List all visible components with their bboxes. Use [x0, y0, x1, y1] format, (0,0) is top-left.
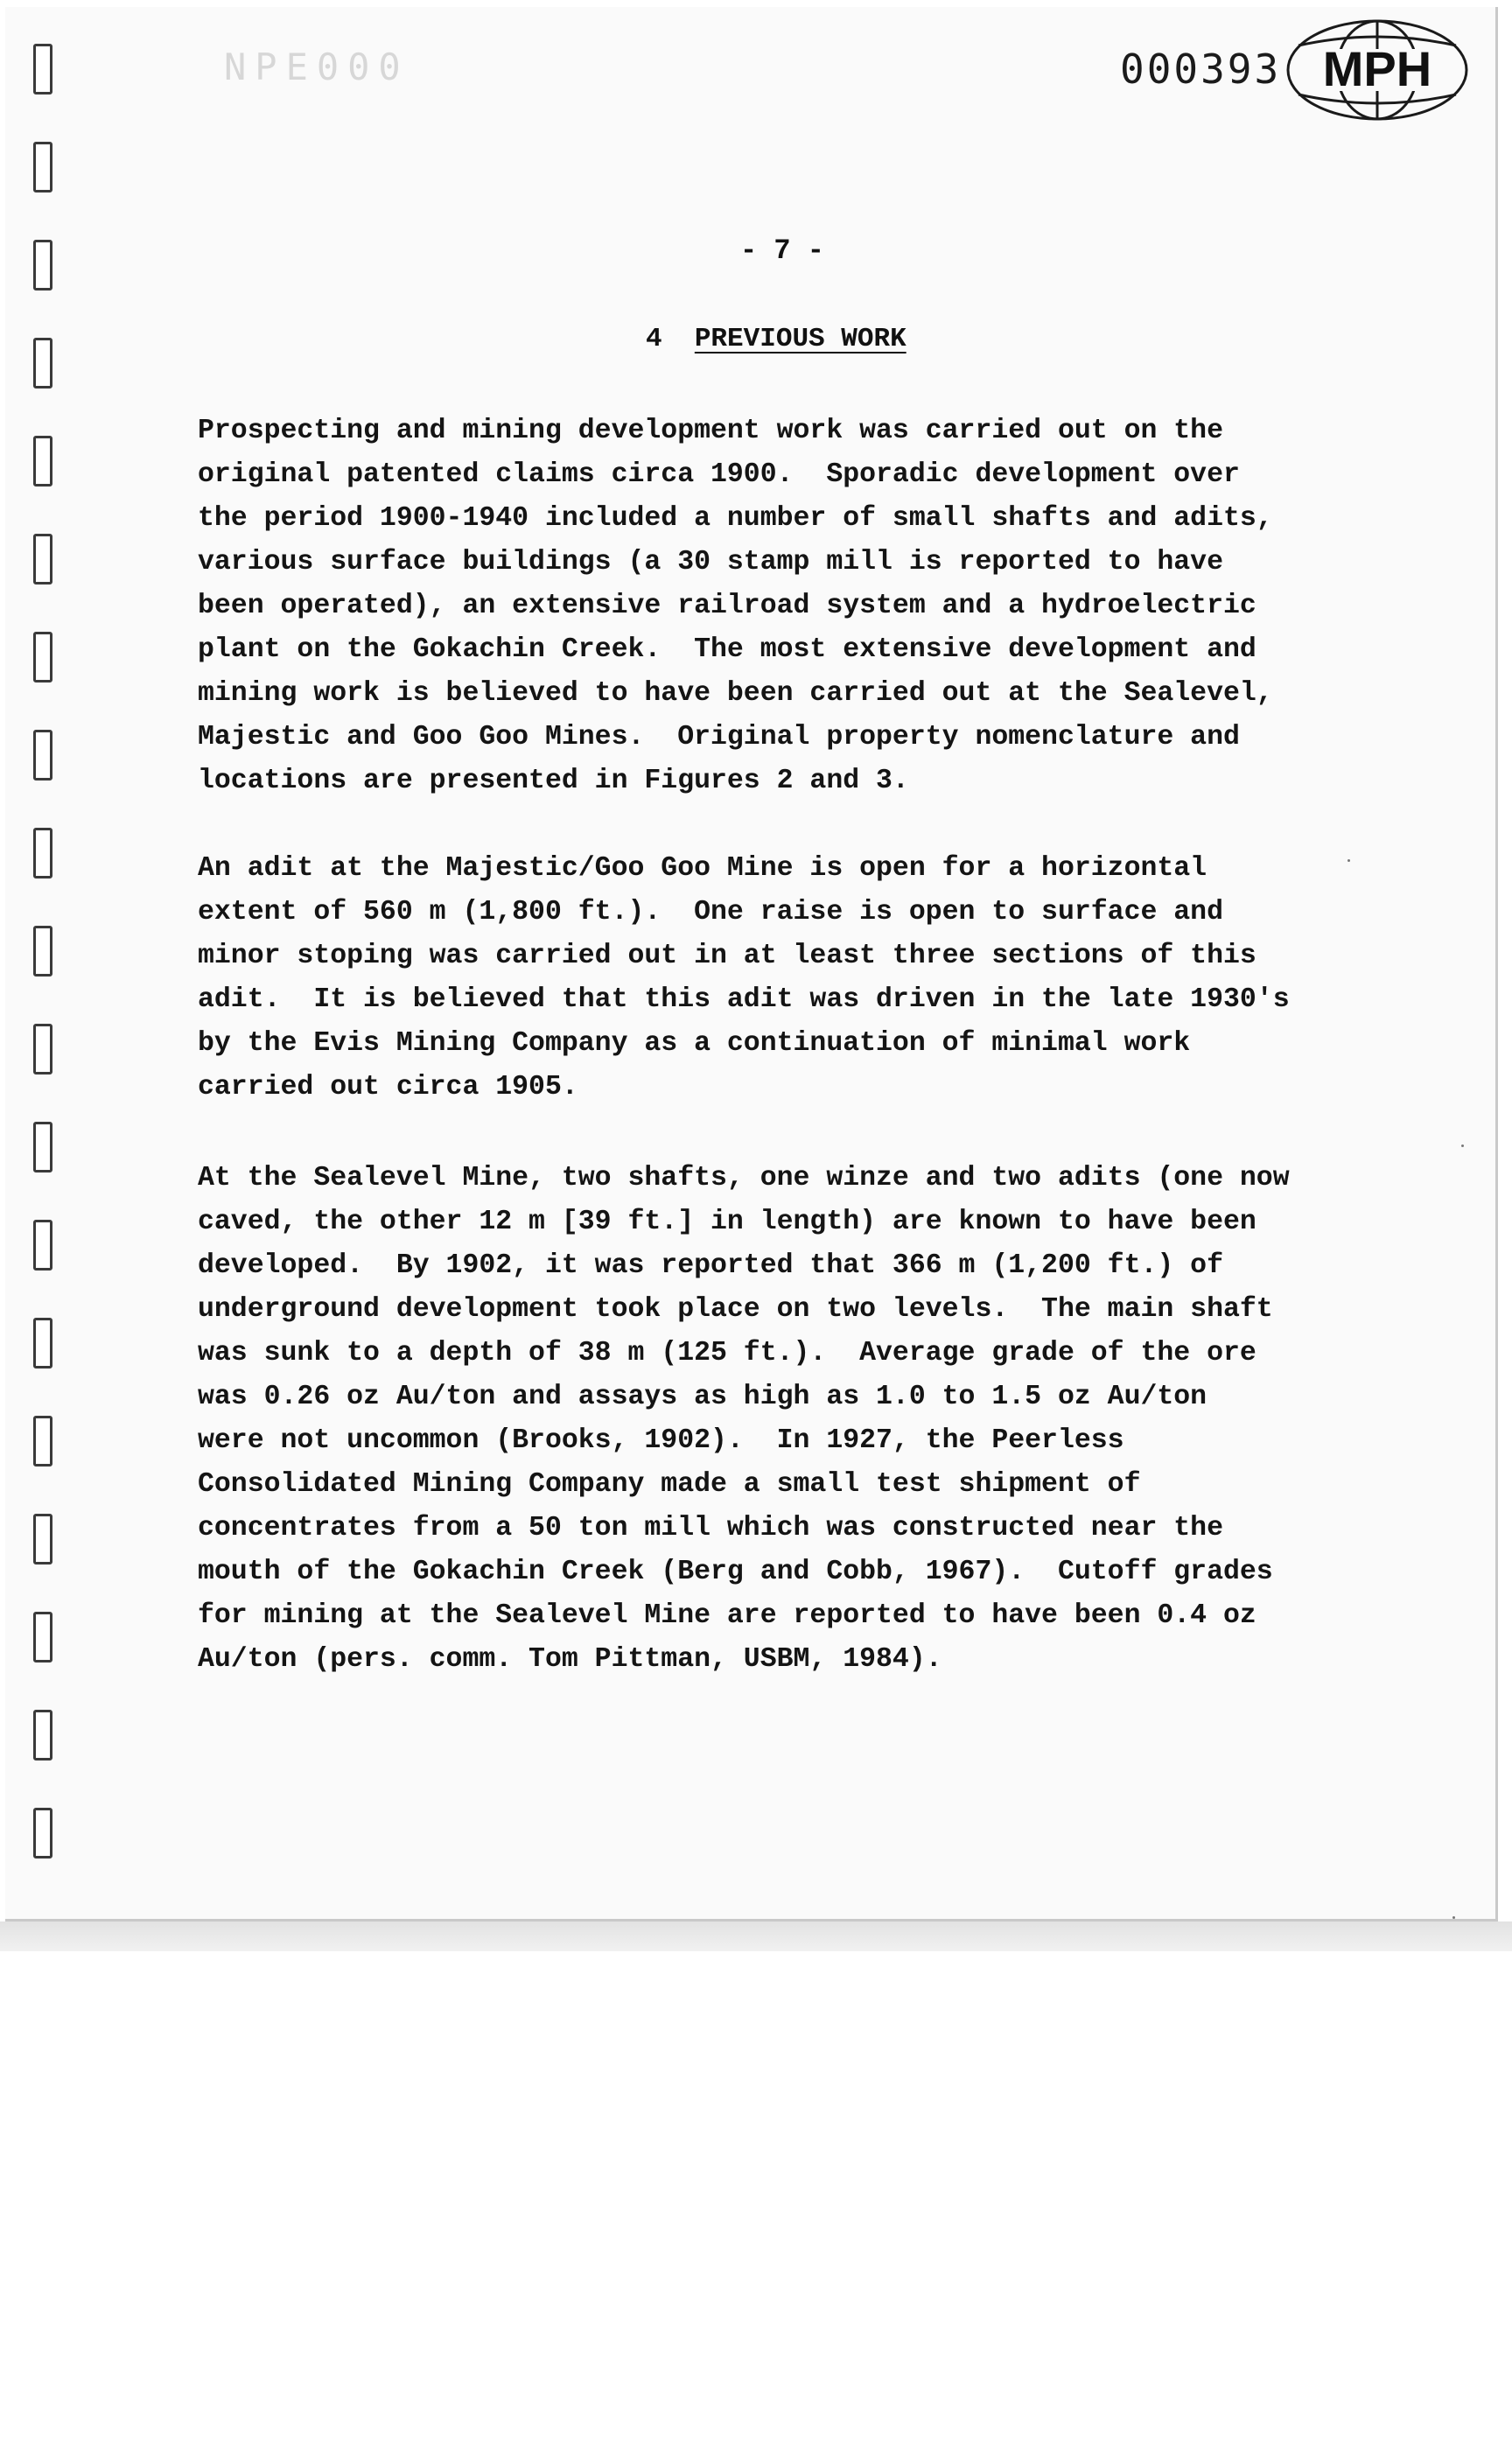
- binder-hole: [33, 1514, 52, 1564]
- text-line: mouth of the Gokachin Creek (Berg and Cobb, 1967). Cutoff grades: [198, 1557, 1273, 1587]
- text-line: Consolidated Mining Company made a small test shipment of: [198, 1469, 1141, 1500]
- binder-holes: [33, 44, 60, 1881]
- text-line: carried out circa 1905.: [198, 1072, 578, 1102]
- paragraph-prospecting: [198, 410, 1396, 803]
- section-heading: [646, 324, 906, 354]
- text-line: Majestic and Goo Goo Mines. Original property nomenclature and: [198, 722, 1240, 752]
- text-line: locations are presented in Figures 2 and 3.: [198, 766, 909, 796]
- text-line: by the Evis Mining Company as a continuation of minimal work: [198, 1028, 1191, 1059]
- text-line: plant on the Gokachin Creek. The most extensive development and: [198, 634, 1256, 665]
- scan-edge-strip: [0, 1922, 1512, 1951]
- text-line: underground development took place on two levels. The main shaft: [198, 1294, 1273, 1325]
- binder-hole: [33, 1024, 52, 1074]
- text-line: original patented claims circa 1900. Sporadic development over: [198, 459, 1240, 490]
- text-line: developed. By 1902, it was reported that 366 m (1,200 ft.) of: [198, 1250, 1223, 1281]
- text-line: various surface buildings (a 30 stamp mill is reported to have: [198, 547, 1223, 578]
- scan-speck: [1461, 1144, 1464, 1147]
- binder-hole: [33, 1710, 52, 1760]
- section-title: PREVIOUS WORK: [694, 324, 906, 354]
- text-line: extent of 560 m (1,800 ft.). One raise is open to surface and: [198, 897, 1223, 928]
- binder-hole: [33, 44, 52, 94]
- binder-hole: [33, 338, 52, 388]
- text-line: were not uncommon (Brooks, 1902). In 1927, the Peerless: [198, 1425, 1124, 1456]
- text-line: Au/ton (pers. comm. Tom Pittman, USBM, 1984).: [198, 1644, 942, 1675]
- text-line: the period 1900-1940 included a number of small shafts and adits,: [198, 503, 1273, 534]
- paragraph-majestic-adit: [198, 847, 1396, 1110]
- text-line: was sunk to a depth of 38 m (125 ft.). Average grade of the ore: [198, 1338, 1256, 1368]
- binder-hole: [33, 1808, 52, 1858]
- scan-speck: [1348, 859, 1350, 862]
- page-number: - 7 -: [739, 234, 824, 267]
- binder-hole: [33, 1416, 52, 1466]
- paragraph-sealevel-mine: [198, 1157, 1396, 1682]
- text-line: caved, the other 12 m [39 ft.] in length) are known to have been: [198, 1207, 1256, 1237]
- binder-hole: [33, 1220, 52, 1270]
- binder-hole: [33, 1318, 52, 1368]
- text-line: adit. It is believed that this adit was driven in the late 1930's: [198, 984, 1290, 1015]
- mph-logo: [1284, 18, 1470, 122]
- binder-hole: [33, 1612, 52, 1662]
- binder-hole: [33, 142, 52, 192]
- document-number: 000393: [1120, 46, 1282, 93]
- text-line: been operated), an extensive railroad system and a hydroelectric: [198, 591, 1256, 621]
- binder-hole: [33, 828, 52, 878]
- text-line: for mining at the Sealevel Mine are reported to have been 0.4 oz: [198, 1600, 1256, 1631]
- text-line: concentrates from a 50 ton mill which was constructed near the: [198, 1513, 1223, 1544]
- text-line: mining work is believed to have been carried out at the Sealevel,: [198, 678, 1273, 709]
- text-line: At the Sealevel Mine, two shafts, one winze and two adits (one now: [198, 1163, 1290, 1194]
- scan-speck: [1452, 1916, 1455, 1919]
- binder-hole: [33, 1122, 52, 1172]
- faint-stamp-number: NPE000: [224, 46, 410, 88]
- section-number: 4: [646, 324, 662, 354]
- text-line: An adit at the Majestic/Goo Goo Mine is open for a horizontal: [198, 853, 1208, 884]
- logo-text: MPH: [1322, 41, 1432, 96]
- binder-hole: [33, 632, 52, 682]
- text-line: Prospecting and mining development work was carried out on the: [198, 416, 1223, 446]
- binder-hole: [33, 926, 52, 976]
- text-line: was 0.26 oz Au/ton and assays as high as 1.0 to 1.5 oz Au/ton: [198, 1382, 1208, 1412]
- binder-hole: [33, 730, 52, 780]
- binder-hole: [33, 534, 52, 584]
- binder-hole: [33, 436, 52, 486]
- text-line: minor stoping was carried out in at least three sections of this: [198, 941, 1256, 971]
